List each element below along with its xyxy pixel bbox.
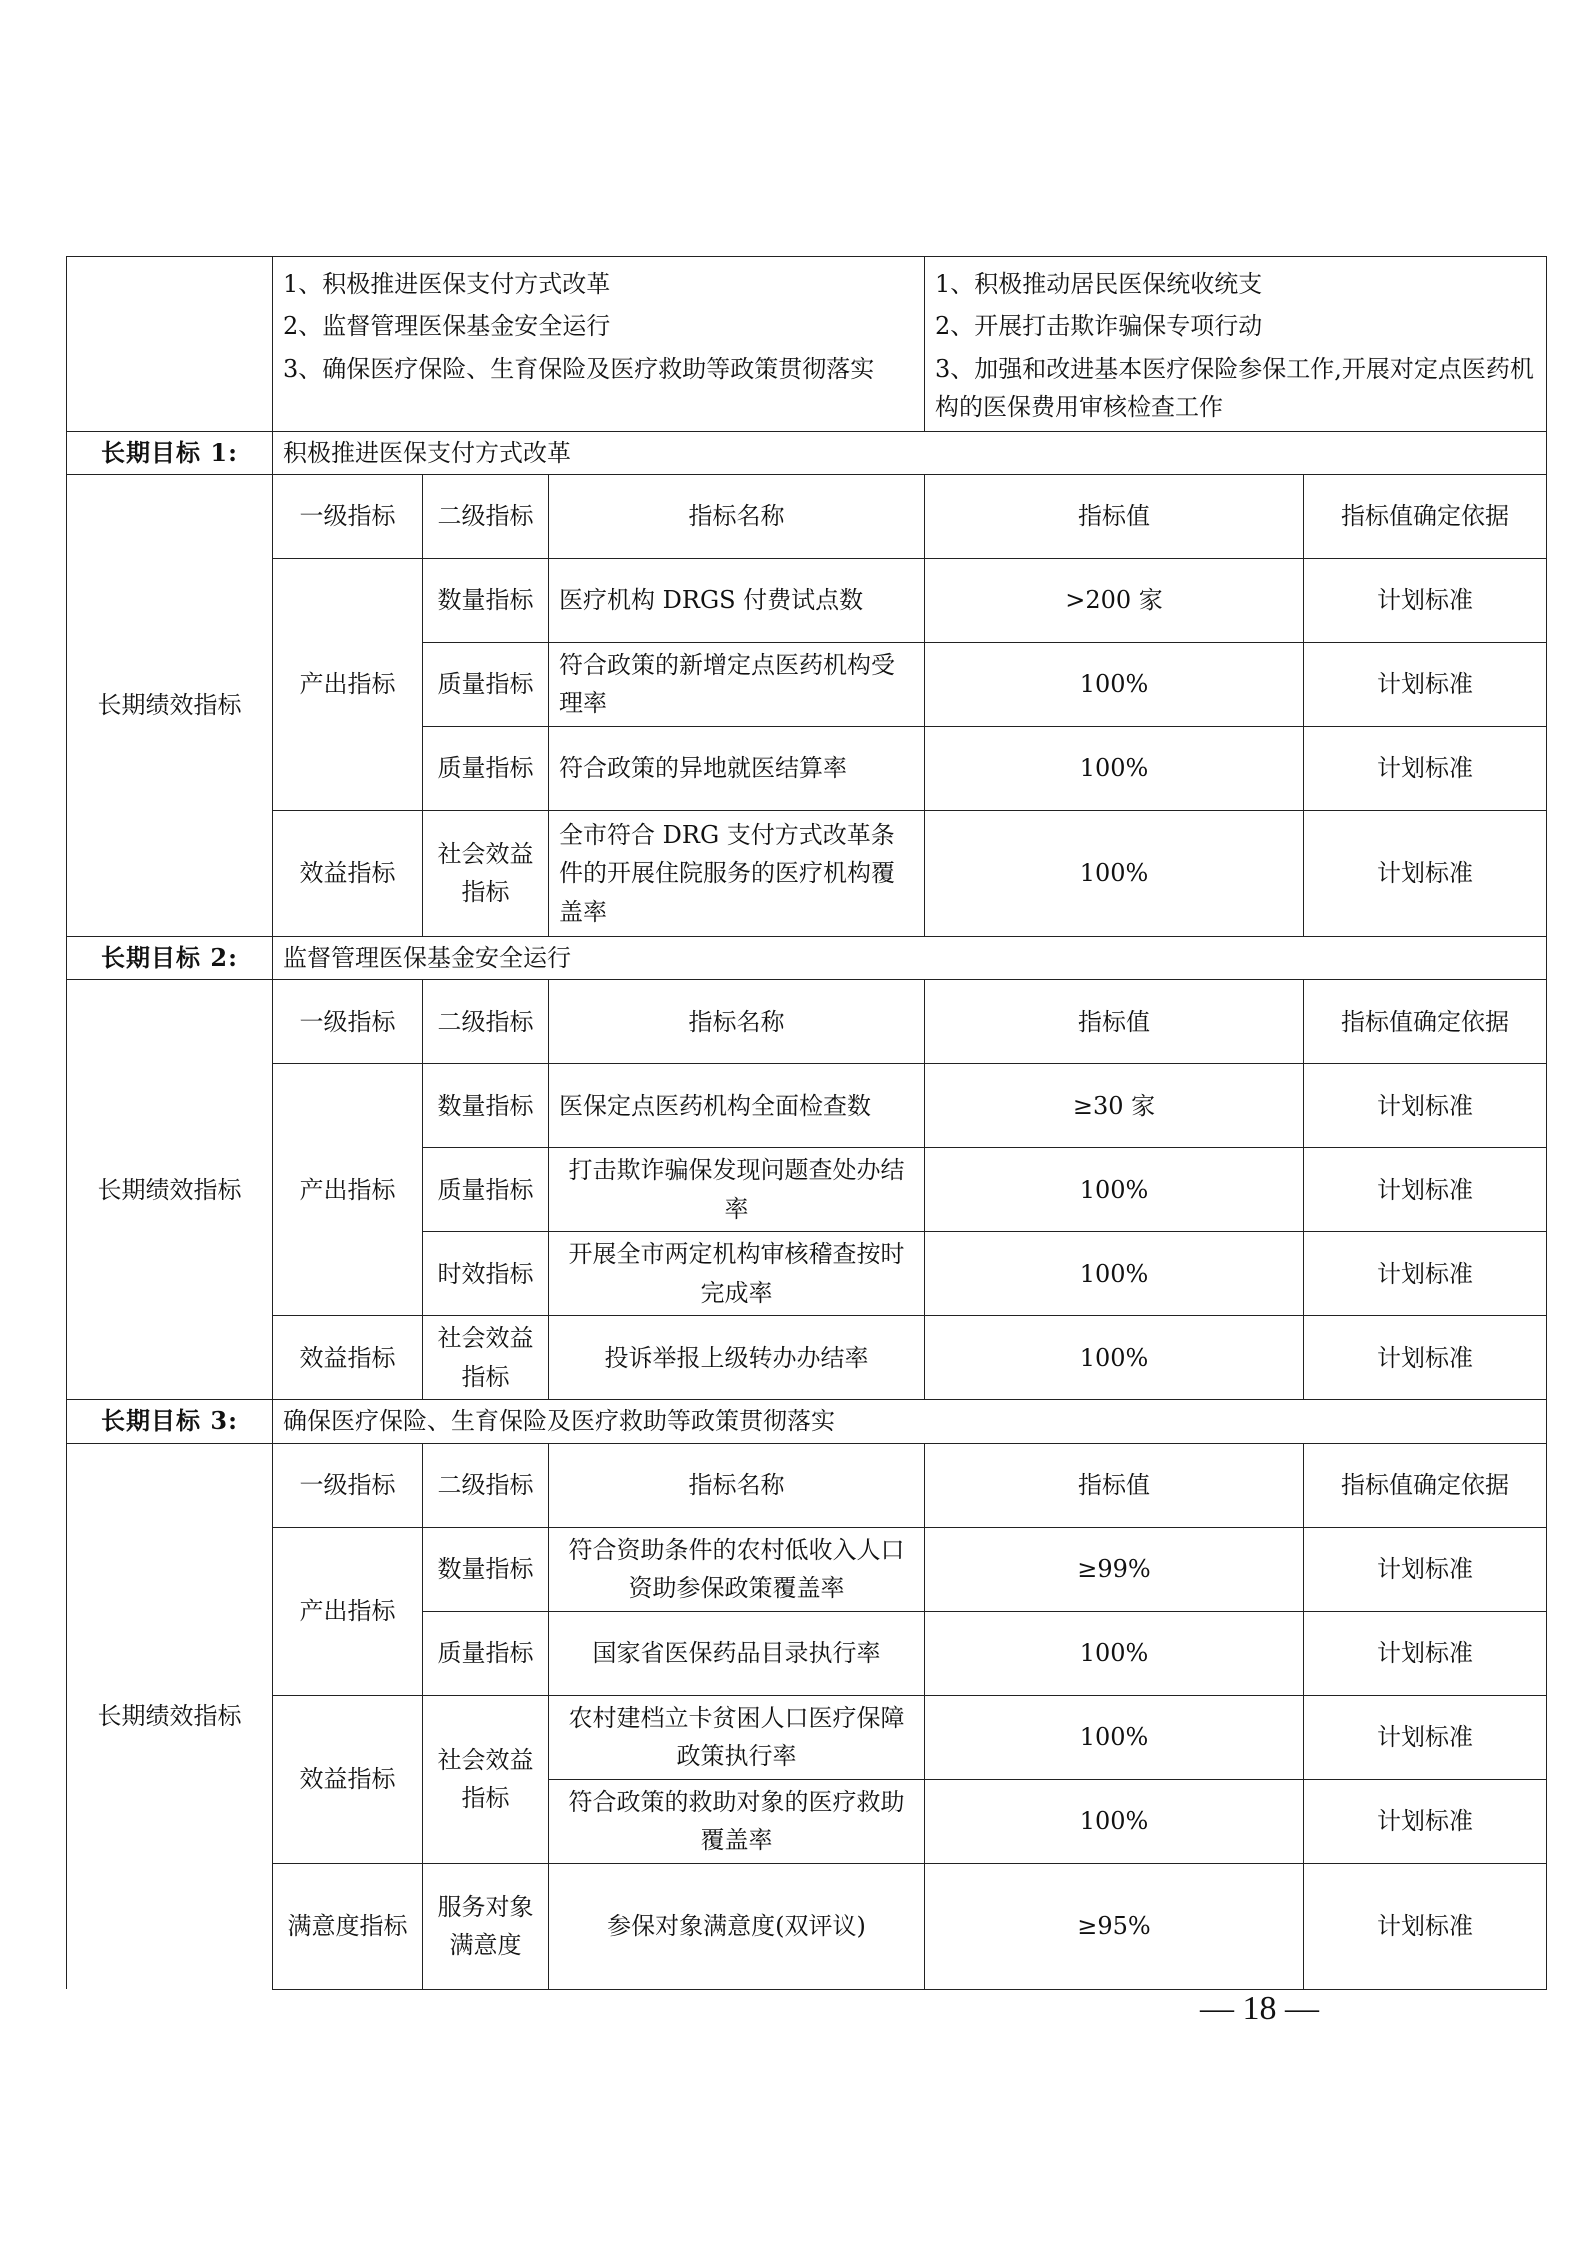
indicator-basis: 计划标准 — [1304, 1527, 1547, 1611]
performance-indicator-table — [66, 256, 1547, 1990]
header-level1: 一级指标 — [273, 980, 423, 1064]
level2-cell: 社会效益指标 — [423, 1316, 549, 1400]
header-basis: 指标值确定依据 — [1304, 1443, 1547, 1527]
header-row — [67, 980, 1547, 1064]
indicator-value: ≥99% — [925, 1527, 1304, 1611]
annual-tasks-right — [925, 257, 1547, 432]
level1-cell: 效益指标 — [273, 1316, 423, 1400]
goal-label: 长期目标 2: — [67, 936, 273, 979]
header-row — [67, 1443, 1547, 1527]
category-cell: 长期绩效指标 — [67, 1443, 273, 1989]
header-level1: 一级指标 — [273, 1443, 423, 1527]
indicator-basis: 计划标准 — [1304, 1232, 1547, 1316]
goal-text: 积极推进医保支付方式改革 — [273, 431, 1547, 474]
level1-cell: 产出指标 — [273, 558, 423, 810]
header-level1: 一级指标 — [273, 474, 423, 558]
level1-cell: 效益指标 — [273, 1695, 423, 1863]
indicator-value: ≥30 家 — [925, 1064, 1304, 1148]
header-name: 指标名称 — [549, 1443, 925, 1527]
indicator-basis: 计划标准 — [1304, 642, 1547, 726]
intro-blank-cell — [67, 257, 273, 432]
table-row — [67, 1316, 1547, 1400]
level2-cell: 质量指标 — [423, 1611, 549, 1695]
level2-cell: 社会效益指标 — [423, 810, 549, 936]
header-level2: 二级指标 — [423, 474, 549, 558]
level1-cell: 满意度指标 — [273, 1863, 423, 1989]
indicator-value: 100% — [925, 726, 1304, 810]
goal-row — [67, 431, 1547, 474]
header-value: 指标值 — [925, 474, 1304, 558]
goal-label: 长期目标 1: — [67, 431, 273, 474]
indicator-name: 开展全市两定机构审核稽查按时完成率 — [549, 1232, 925, 1316]
level2-cell: 质量指标 — [423, 726, 549, 810]
table-row — [67, 810, 1547, 936]
level1-cell: 效益指标 — [273, 810, 423, 936]
indicator-value: 100% — [925, 1316, 1304, 1400]
category-cell: 长期绩效指标 — [67, 474, 273, 936]
level1-cell: 产出指标 — [273, 1064, 423, 1316]
task-line: 3、确保医疗保险、生育保险及医疗救助等政策贯彻落实 — [283, 354, 875, 383]
task-line: 1、积极推进医保支付方式改革 — [283, 270, 611, 298]
intro-row — [67, 257, 1547, 432]
category-cell: 长期绩效指标 — [67, 980, 273, 1400]
header-value: 指标值 — [925, 980, 1304, 1064]
table-row — [67, 558, 1547, 642]
goal-row — [67, 936, 1547, 979]
indicator-name: 符合政策的异地就医结算率 — [549, 726, 925, 810]
indicator-name: 全市符合 DRG 支付方式改革条件的开展住院服务的医疗机构覆盖率 — [549, 810, 925, 936]
indicator-name: 打击欺诈骗保发现问题查处办结率 — [549, 1148, 925, 1232]
goal-row — [67, 1400, 1547, 1443]
indicator-basis: 计划标准 — [1304, 558, 1547, 642]
page-number: — 18 — — [1200, 1990, 1319, 2027]
table-row — [67, 1695, 1547, 1779]
header-name: 指标名称 — [549, 474, 925, 558]
indicator-basis: 计划标准 — [1304, 1611, 1547, 1695]
goal-text: 监督管理医保基金安全运行 — [273, 936, 1547, 979]
level2-cell: 数量指标 — [423, 1064, 549, 1148]
header-basis: 指标值确定依据 — [1304, 474, 1547, 558]
level2-cell: 数量指标 — [423, 558, 549, 642]
header-name: 指标名称 — [549, 980, 925, 1064]
indicator-name: 国家省医保药品目录执行率 — [549, 1611, 925, 1695]
table-row — [67, 1527, 1547, 1611]
indicator-basis: 计划标准 — [1304, 810, 1547, 936]
level2-cell: 服务对象满意度 — [423, 1863, 549, 1989]
indicator-basis: 计划标准 — [1304, 1779, 1547, 1863]
level2-cell: 质量指标 — [423, 642, 549, 726]
indicator-value: >200 家 — [925, 558, 1304, 642]
indicator-name: 医保定点医药机构全面检查数 — [549, 1064, 925, 1148]
indicator-value: 100% — [925, 1611, 1304, 1695]
indicator-value: ≥95% — [925, 1863, 1304, 1989]
level2-cell: 社会效益指标 — [423, 1695, 549, 1863]
indicator-basis: 计划标准 — [1304, 1064, 1547, 1148]
task-line: 3、加强和改进基本医疗保险参保工作,开展对定点医药机构的医保费用审核检查工作 — [935, 354, 1534, 422]
task-line: 2、监督管理医保基金安全运行 — [283, 312, 611, 341]
table-row — [67, 1064, 1547, 1148]
header-level2: 二级指标 — [423, 980, 549, 1064]
indicator-basis: 计划标准 — [1304, 726, 1547, 810]
indicator-basis: 计划标准 — [1304, 1863, 1547, 1989]
annual-tasks-left — [273, 257, 925, 432]
indicator-value: 100% — [925, 642, 1304, 726]
indicator-value: 100% — [925, 1148, 1304, 1232]
indicator-value: 100% — [925, 810, 1304, 936]
header-value: 指标值 — [925, 1443, 1304, 1527]
task-line: 2、开展打击欺诈骗保专项行动 — [935, 312, 1263, 341]
header-level2: 二级指标 — [423, 1443, 549, 1527]
level2-cell: 质量指标 — [423, 1148, 549, 1232]
level2-cell: 时效指标 — [423, 1232, 549, 1316]
task-line: 1、积极推动居民医保统收统支 — [935, 270, 1263, 298]
indicator-name: 符合政策的救助对象的医疗救助覆盖率 — [549, 1779, 925, 1863]
level1-cell: 产出指标 — [273, 1527, 423, 1695]
indicator-basis: 计划标准 — [1304, 1316, 1547, 1400]
indicator-value: 100% — [925, 1232, 1304, 1316]
indicator-name: 符合资助条件的农村低收入人口资助参保政策覆盖率 — [549, 1527, 925, 1611]
level2-cell: 数量指标 — [423, 1527, 549, 1611]
indicator-name: 农村建档立卡贫困人口医疗保障政策执行率 — [549, 1695, 925, 1779]
indicator-name: 医疗机构 DRGS 付费试点数 — [549, 558, 925, 642]
table-row — [67, 1863, 1547, 1989]
indicator-basis: 计划标准 — [1304, 1695, 1547, 1779]
indicator-name: 投诉举报上级转办办结率 — [549, 1316, 925, 1400]
indicator-name: 符合政策的新增定点医药机构受理率 — [549, 642, 925, 726]
header-row — [67, 474, 1547, 558]
goal-text: 确保医疗保险、生育保险及医疗救助等政策贯彻落实 — [273, 1400, 1547, 1443]
indicator-value: 100% — [925, 1695, 1304, 1779]
goal-label: 长期目标 3: — [67, 1400, 273, 1443]
indicator-value: 100% — [925, 1779, 1304, 1863]
header-basis: 指标值确定依据 — [1304, 980, 1547, 1064]
indicator-basis: 计划标准 — [1304, 1148, 1547, 1232]
indicator-name: 参保对象满意度(双评议) — [549, 1863, 925, 1989]
